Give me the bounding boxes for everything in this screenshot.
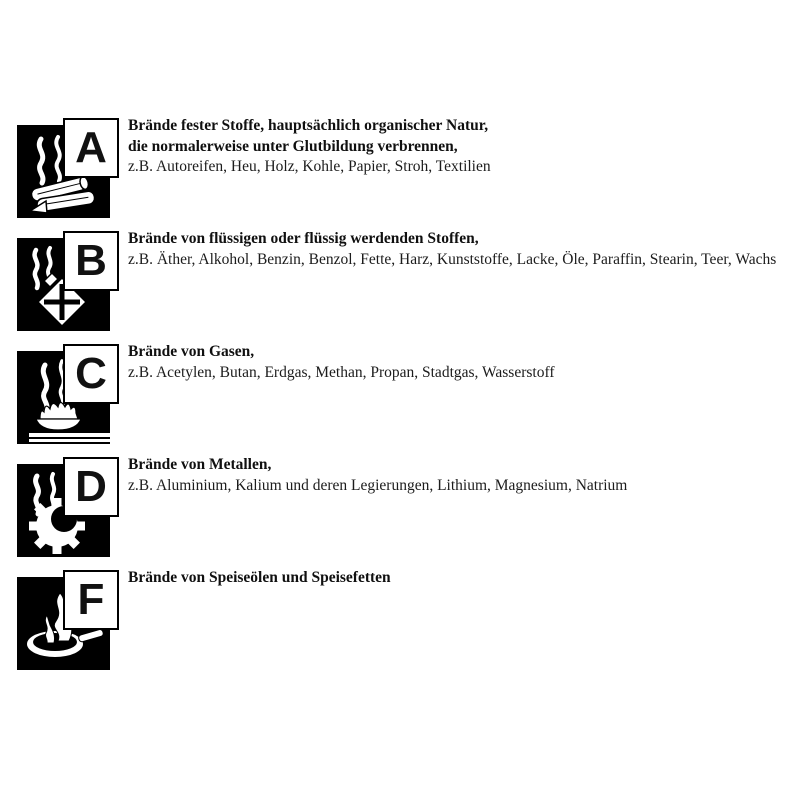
class-a-examples: z.B. Autoreifen, Heu, Holz, Kohle, Papier, Stroh, Textilien <box>128 158 491 175</box>
class-letter-badge-f <box>63 570 119 630</box>
class-letter-badge-b <box>63 231 119 291</box>
class-d-description-line1: Brände von Metallen, <box>128 456 272 473</box>
class-d-examples: z.B. Aluminium, Kalium und deren Legierungen, Lithium, Magnesium, Natrium <box>128 476 628 494</box>
fire-class-a-pictogram <box>17 118 123 220</box>
class-letter-badge-c <box>63 344 119 404</box>
fire-class-row-f <box>17 570 787 674</box>
class-b-examples: z.B. Äther, Alkohol, Benzin, Benzol, Fette, Harz, Kunststoffe, Lacke, Öle, Paraffin, Stearin, Teer, Wachs <box>128 250 777 268</box>
fire-class-row-d <box>17 457 787 561</box>
class-letter-badge-d <box>63 457 119 517</box>
fire-class-c-pictogram <box>17 344 123 446</box>
class-letter-badge-a <box>63 118 119 178</box>
class-letter-f: F <box>77 575 105 624</box>
class-c-examples: z.B. Acetylen, Butan, Erdgas, Methan, Propan, Stadtgas, Wasserstoff <box>128 363 555 381</box>
fire-class-b-pictogram <box>17 231 123 333</box>
class-c-description-line1: Brände von Gasen, <box>128 343 255 360</box>
class-letter-d: D <box>75 462 107 511</box>
fire-class-d-pictogram <box>17 457 123 559</box>
class-b-description-line1: Brände von flüssigen oder flüssig werdenden Stoffen, <box>128 230 479 247</box>
class-a-description-line2: die normalerweise unter Glutbildung verbrennen, <box>128 137 458 155</box>
fire-class-row-a <box>17 118 787 222</box>
class-f-description-line1: Brände von Speiseölen und Speisefetten <box>128 569 391 586</box>
class-letter-c: C <box>75 349 107 398</box>
fire-class-row-b <box>17 231 787 335</box>
class-letter-b: B <box>75 236 107 285</box>
class-letter-a: A <box>75 123 107 172</box>
fire-class-f-pictogram <box>17 570 123 672</box>
fire-class-row-c <box>17 344 787 448</box>
class-a-description-line1: Brände fester Stoffe, hauptsächlich organischer Natur, <box>128 117 489 134</box>
